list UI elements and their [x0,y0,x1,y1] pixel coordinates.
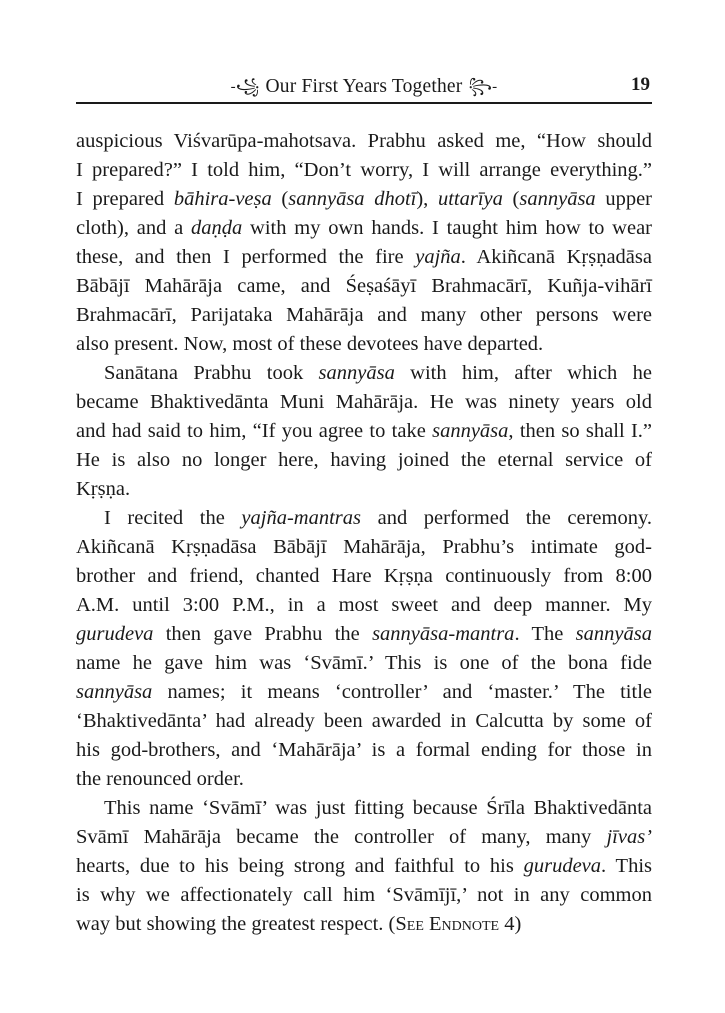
text-line [76,765,652,794]
text-line [76,330,652,359]
italic-term: yajña-mantras [241,507,361,529]
text-line [76,852,652,881]
italic-term: sannyāsa-mantra [372,623,515,645]
page-number: 19 [631,74,650,95]
text-span: . This [601,855,652,877]
text-span: with my own hands. I taught him how to wear [242,217,653,239]
text-span: . Akiñcanā Kṛṣṇadāsa [460,246,652,268]
text-span: ), [416,188,438,210]
text-span: became Bhaktivedānta Muni Mahārāja. He was ninety years old [76,391,652,413]
chapter-title: Our First Years Together [265,76,463,97]
text-line [76,794,652,823]
text-span: 4) [499,913,522,935]
italic-term: jīvas’ [606,826,652,848]
text-line [76,736,652,765]
text-span: then gave Prabhu the [153,623,373,645]
text-line [76,446,652,475]
ornament-left-icon: -꧁ [230,79,260,95]
text-span: name he gave him was ‘Svāmī.’ This is one of the bona fide [76,652,652,674]
text-span: names; it means ‘controller’ and ‘master.’ The title [152,681,652,703]
running-head [76,72,652,104]
italic-term: yajña [415,246,461,268]
body-text [76,127,652,939]
text-span: brother and friend, chanted Hare Kṛṣṇa continuously from 8:00 [76,565,652,587]
text-span: A.M. until 3:00 P.M., in a most sweet and deep manner. My [76,594,652,616]
text-span: ‘Bhaktivedānta’ had already been awarded in Calcutta by some of [76,710,652,732]
text-span: , then so shall I.” [508,420,652,442]
text-line [76,359,652,388]
text-line [76,243,652,272]
running-head-title-block [76,75,652,106]
text-span: Svāmī Mahārāja became the controller of many, many [76,826,607,848]
text-line [76,562,652,591]
text-span: hearts, due to his being strong and faithful to his [76,855,524,877]
text-line [76,185,652,214]
text-span: with him, after which he [394,362,652,384]
text-span: the renounced order. [76,768,244,790]
text-line [76,156,652,185]
text-span: upper [595,188,653,210]
text-span: Sanātana Prabhu took [104,362,319,384]
endnote-ref: See Endnote [395,913,500,935]
text-line [76,620,652,649]
text-line [76,127,652,156]
text-line [76,910,652,939]
text-span: is why we affectionately call him ‘Svāmījī,’ not in any common [76,884,652,906]
italic-term: gurudeva [76,623,154,645]
text-span: He is also no longer here, having joined the eternal service of [76,449,652,471]
text-line [76,678,652,707]
text-line [76,533,652,562]
text-line [76,881,652,910]
text-line [76,388,652,417]
text-line [76,707,652,736]
text-span: Kṛṣṇa. [76,478,131,500]
text-span: I recited the [104,507,242,529]
text-span: ( [271,188,289,210]
text-line [76,504,652,533]
text-span: I prepared?” I told him, “Don’t worry, I will arrange everything.” [76,159,652,181]
text-line [76,823,652,852]
text-line [76,417,652,446]
text-span: these, and then I performed the fire [76,246,416,268]
text-span: also present. Now, most of these devotees have departed. [76,333,544,355]
text-span: This name ‘Svāmī’ was just fitting because Śrīla Bhaktivedānta [104,797,652,819]
text-line [76,591,652,620]
italic-term: sannyāsa dhotī [288,188,417,210]
text-line [76,214,652,243]
text-span: ( [502,188,520,210]
italic-term: uttarīya [437,188,503,210]
text-span: and had said to him, “If you agree to take [76,420,433,442]
italic-term: bāhira-veṣa [173,188,272,210]
text-span: . The [514,623,576,645]
text-span: Brahmacārī, Parijataka Mahārāja and many other persons were [76,304,652,326]
text-line [76,649,652,678]
ornament-right-icon: ꧂- [468,79,498,95]
text-line [76,475,652,504]
italic-term: gurudeva [523,855,602,877]
text-span: his god-brothers, and ‘Mahārāja’ is a formal ending for those in [76,739,652,761]
text-span: and performed the ceremony. [361,507,652,529]
text-span: cloth), and a [76,217,191,239]
italic-term: sannyāsa [76,681,153,703]
italic-term: sannyāsa [318,362,395,384]
text-line [76,272,652,301]
text-span: Akiñcanā Kṛṣṇadāsa Bābājī Mahārāja, Prabhu’s intimate god- [76,536,652,558]
text-line [76,301,652,330]
italic-term: sannyāsa [432,420,509,442]
text-span: auspicious Viśvarūpa-mahotsava. Prabhu asked me, “How should [76,130,652,152]
text-span: Bābājī Mahārāja came, and Śeṣaśāyī Brahmacārī, Kuñja-vihārī [76,275,652,297]
italic-term: daṇḍa [191,217,243,239]
italic-term: sannyāsa [575,623,652,645]
text-span: way but showing the greatest respect. ( [76,913,396,935]
italic-term: sannyāsa [519,188,596,210]
text-span: I prepared [76,188,174,210]
